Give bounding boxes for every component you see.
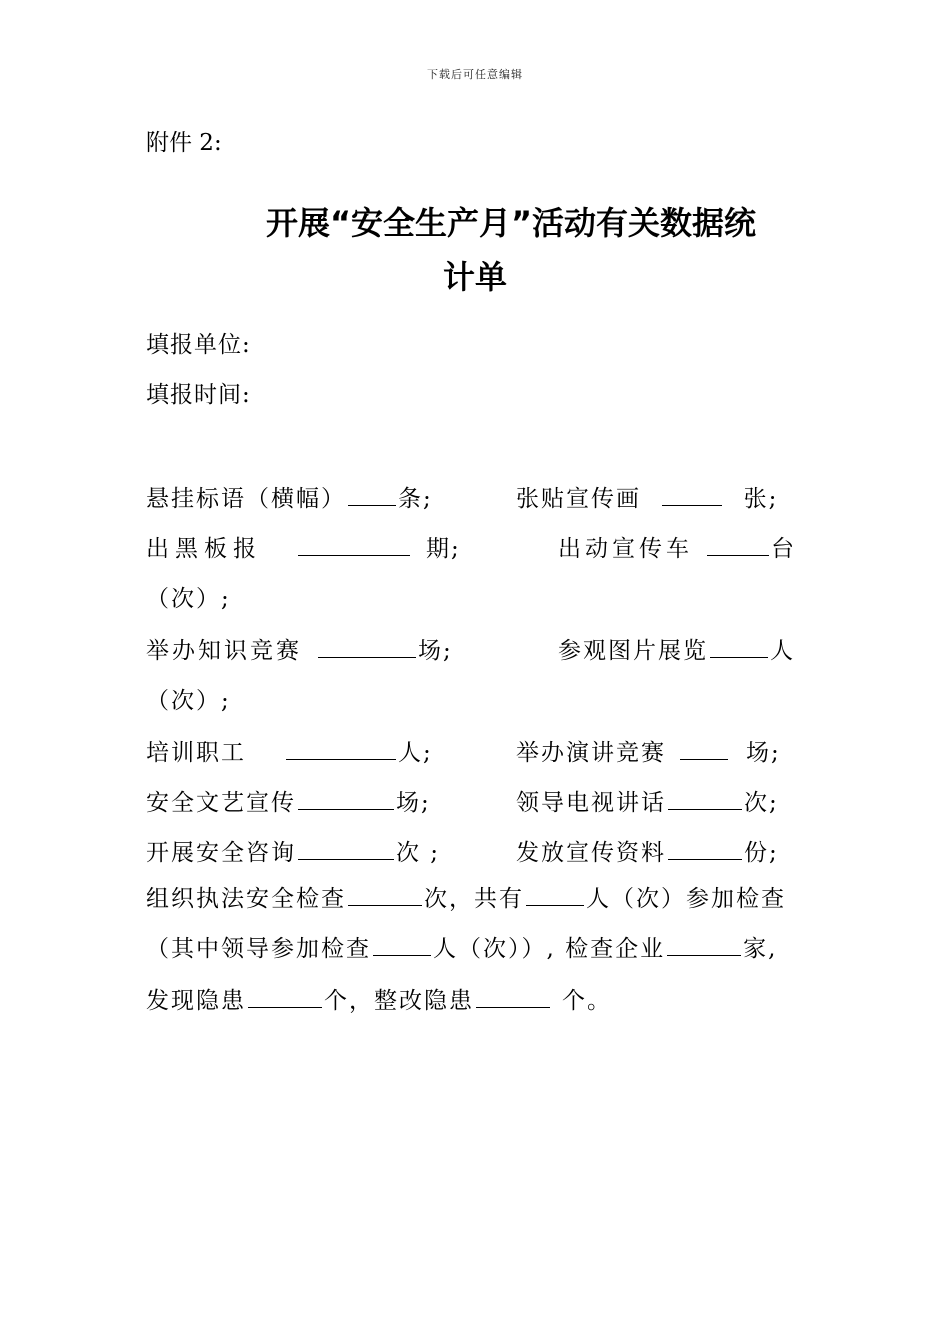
slogan-count-blank[interactable] [348, 485, 396, 506]
item-board-unit: 期; [426, 536, 461, 562]
train-count-blank[interactable] [286, 739, 396, 760]
document-title-line2: 计单 [442, 258, 507, 296]
item-quiz [146, 632, 453, 665]
item-hazard-tail: 个。 [562, 988, 612, 1014]
item-hazard-label: 发现隐患 [146, 988, 246, 1014]
tv-count-blank[interactable] [668, 789, 742, 810]
item-inspect [146, 880, 786, 913]
poster-count-blank[interactable] [662, 485, 722, 506]
item-consult [146, 834, 440, 867]
item-art [146, 784, 431, 817]
item-leader-label: （其中领导参加检查 [146, 936, 371, 962]
item-tv-label: 领导电视讲话 [516, 790, 666, 816]
item-hazard-mid: 个，整改隐患 [324, 988, 474, 1014]
leader-count-blank[interactable] [373, 935, 431, 956]
item-train [146, 734, 433, 767]
document-title-line1: 开展“安全生产月”活动有关数据统 [265, 204, 757, 242]
board-count-blank[interactable] [298, 535, 410, 556]
item-speech-unit: 场; [746, 740, 781, 766]
item-speech-label: 举办演讲竞赛 [516, 740, 666, 766]
item-photo-cont: （次）; [146, 688, 231, 714]
item-inspect-mid: 次，共有 [424, 886, 524, 912]
item-car-cont: （次）; [146, 586, 231, 612]
consult-count-blank[interactable] [298, 839, 394, 860]
inspect-people-blank[interactable] [526, 885, 584, 906]
item-leader [146, 930, 777, 963]
hazard-found-blank[interactable] [248, 987, 322, 1008]
hazard-fixed-blank[interactable] [476, 987, 550, 1008]
item-tv-unit: 次; [744, 790, 779, 816]
inspect-count-blank[interactable] [348, 885, 422, 906]
item-leader-mid: 人（次））, 检查企业 [433, 936, 666, 962]
page-header-note: 下载后可任意编辑 [427, 68, 523, 81]
item-poster [516, 480, 778, 513]
item-car-label: 出动宣传车 [558, 536, 693, 562]
fill-time-label: 填报时间: [146, 382, 251, 408]
item-tv [516, 784, 779, 817]
item-speech [516, 734, 781, 767]
item-material-unit: 份; [744, 840, 779, 866]
photo-count-blank[interactable] [710, 637, 768, 658]
fill-unit-label: 填报单位: [146, 332, 251, 358]
car-count-blank[interactable] [707, 535, 769, 556]
item-art-unit: 场; [396, 790, 431, 816]
material-count-blank[interactable] [668, 839, 742, 860]
item-hazard [146, 982, 612, 1015]
item-train-label: 培训职工 [146, 740, 246, 766]
item-material [516, 834, 779, 867]
item-art-label: 安全文艺宣传 [146, 790, 296, 816]
item-board [146, 530, 461, 563]
item-quiz-label: 举办知识竞赛 [146, 638, 302, 664]
item-poster-unit: 张; [743, 486, 779, 512]
item-consult-unit: 次 ; [396, 840, 441, 866]
item-slogan-label: 悬挂标语（横幅） [146, 486, 346, 512]
quiz-count-blank[interactable] [318, 637, 416, 658]
item-train-unit: 人; [398, 740, 433, 766]
item-slogan [146, 480, 433, 513]
item-inspect-tail: 人（次）参加检查 [586, 886, 786, 912]
speech-count-blank[interactable] [680, 739, 728, 760]
item-material-label: 发放宣传资料 [516, 840, 666, 866]
item-consult-label: 开展安全咨询 [146, 840, 296, 866]
item-car [558, 530, 796, 563]
item-photo-unit: 人 [770, 638, 795, 664]
item-inspect-label: 组织执法安全检查 [146, 886, 346, 912]
item-car-unit: 台 [771, 536, 796, 562]
item-quiz-unit: 场; [418, 638, 453, 664]
art-count-blank[interactable] [298, 789, 394, 810]
attachment-label: 附件 2: [146, 130, 222, 156]
item-poster-label: 张贴宣传画 [516, 486, 641, 512]
item-photo [558, 632, 795, 665]
item-leader-tail: 家, [743, 936, 778, 962]
item-photo-label: 参观图片展览 [558, 638, 708, 664]
item-board-label: 出黑板报 [146, 536, 262, 562]
enterprise-count-blank[interactable] [667, 935, 741, 956]
item-slogan-unit: 条; [398, 486, 433, 512]
